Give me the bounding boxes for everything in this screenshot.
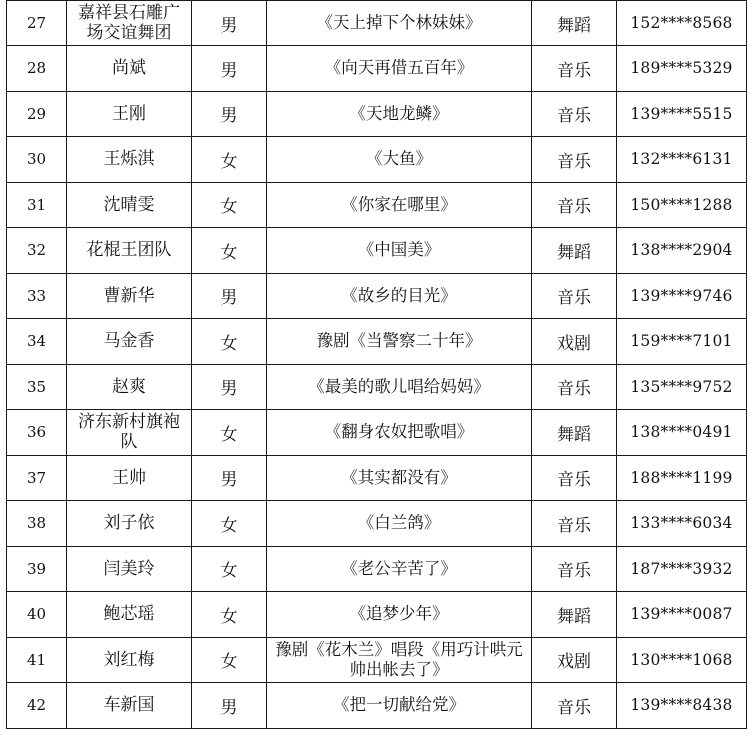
phone-number: 133****6034 (617, 501, 747, 547)
category: 戏剧 (532, 637, 617, 683)
table-row (7, 1, 747, 46)
phone-number: 138****2904 (617, 228, 747, 274)
phone-number: 152****8568 (617, 1, 747, 46)
work-title: 《大鱼》 (267, 137, 532, 183)
performer-gender: 男 (192, 273, 267, 319)
work-title: 《最美的歌儿唱给妈妈》 (267, 364, 532, 410)
performer-name: 马金香 (67, 319, 192, 365)
phone-number: 189****5329 (617, 46, 747, 92)
table-row (7, 46, 747, 92)
table-row (7, 592, 747, 638)
category: 音乐 (532, 501, 617, 547)
phone-number: 139****9746 (617, 273, 747, 319)
performer-gender: 女 (192, 546, 267, 592)
work-title: 《天上掉下个林妹妹》 (267, 1, 532, 46)
table-row (7, 182, 747, 228)
performer-name: 王刚 (67, 91, 192, 137)
table-row (7, 319, 747, 365)
performer-name: 车新国 (67, 683, 192, 729)
category: 舞蹈 (532, 410, 617, 456)
row-number: 34 (7, 319, 67, 365)
performer-gender: 女 (192, 501, 267, 547)
work-title: 《天地龙鳞》 (267, 91, 532, 137)
category: 音乐 (532, 683, 617, 729)
category: 音乐 (532, 273, 617, 319)
performer-gender: 女 (192, 637, 267, 683)
row-number: 29 (7, 91, 67, 137)
row-number: 39 (7, 546, 67, 592)
performer-name: 鲍芯瑶 (67, 592, 192, 638)
work-title: 《白兰鸽》 (267, 501, 532, 547)
phone-number: 159****7101 (617, 319, 747, 365)
performer-gender: 女 (192, 319, 267, 365)
row-number: 27 (7, 1, 67, 46)
category: 音乐 (532, 182, 617, 228)
performer-name: 闫美玲 (67, 546, 192, 592)
category: 舞蹈 (532, 1, 617, 46)
performer-gender: 男 (192, 683, 267, 729)
performer-name: 刘红梅 (67, 637, 192, 683)
performer-gender: 女 (192, 228, 267, 274)
category: 音乐 (532, 46, 617, 92)
table-row (7, 273, 747, 319)
row-number: 31 (7, 182, 67, 228)
performer-gender: 男 (192, 91, 267, 137)
category: 音乐 (532, 137, 617, 183)
work-title: 《向天再借五百年》 (267, 46, 532, 92)
performer-name: 尚斌 (67, 46, 192, 92)
roster-table-container (6, 0, 746, 729)
phone-number: 150****1288 (617, 182, 747, 228)
category: 音乐 (532, 546, 617, 592)
table-row (7, 455, 747, 501)
performer-name: 王帅 (67, 455, 192, 501)
performer-name: 济东新村旗袍队 (67, 410, 192, 456)
performer-name: 沈晴雯 (67, 182, 192, 228)
row-number: 33 (7, 273, 67, 319)
phone-number: 139****5515 (617, 91, 747, 137)
phone-number: 188****1199 (617, 455, 747, 501)
phone-number: 139****8438 (617, 683, 747, 729)
phone-number: 132****6131 (617, 137, 747, 183)
table-row (7, 228, 747, 274)
table-row (7, 364, 747, 410)
performer-gender: 女 (192, 137, 267, 183)
row-number: 38 (7, 501, 67, 547)
work-title: 《你家在哪里》 (267, 182, 532, 228)
phone-number: 135****9752 (617, 364, 747, 410)
category: 舞蹈 (532, 592, 617, 638)
table-row (7, 546, 747, 592)
roster-table (6, 0, 747, 729)
table-row (7, 410, 747, 456)
performer-gender: 男 (192, 455, 267, 501)
row-number: 32 (7, 228, 67, 274)
category: 音乐 (532, 364, 617, 410)
performer-name: 花棍王团队 (67, 228, 192, 274)
performer-gender: 男 (192, 46, 267, 92)
performer-gender: 男 (192, 364, 267, 410)
phone-number: 130****1068 (617, 637, 747, 683)
work-title: 豫剧《当警察二十年》 (267, 319, 532, 365)
performer-name: 曹新华 (67, 273, 192, 319)
work-title: 《其实都没有》 (267, 455, 532, 501)
category: 舞蹈 (532, 228, 617, 274)
row-number: 37 (7, 455, 67, 501)
row-number: 36 (7, 410, 67, 456)
performer-name: 嘉祥县石雕广场交谊舞团 (67, 1, 192, 46)
category: 音乐 (532, 455, 617, 501)
work-title: 《把一切献给党》 (267, 683, 532, 729)
work-title: 《翻身农奴把歌唱》 (267, 410, 532, 456)
performer-name: 刘子依 (67, 501, 192, 547)
table-row (7, 637, 747, 683)
category: 戏剧 (532, 319, 617, 365)
performer-gender: 男 (192, 1, 267, 46)
performer-name: 王烁淇 (67, 137, 192, 183)
phone-number: 138****0491 (617, 410, 747, 456)
work-title: 《中国美》 (267, 228, 532, 274)
row-number: 35 (7, 364, 67, 410)
work-title: 《故乡的目光》 (267, 273, 532, 319)
table-row (7, 501, 747, 547)
row-number: 42 (7, 683, 67, 729)
category: 音乐 (532, 91, 617, 137)
table-row (7, 91, 747, 137)
row-number: 40 (7, 592, 67, 638)
row-number: 30 (7, 137, 67, 183)
performer-gender: 女 (192, 592, 267, 638)
work-title: 豫剧《花木兰》唱段《用巧计哄元帅出帐去了》 (267, 637, 532, 683)
table-row (7, 137, 747, 183)
table-row (7, 683, 747, 729)
performer-gender: 女 (192, 410, 267, 456)
row-number: 28 (7, 46, 67, 92)
row-number: 41 (7, 637, 67, 683)
work-title: 《追梦少年》 (267, 592, 532, 638)
phone-number: 139****0087 (617, 592, 747, 638)
work-title: 《老公辛苦了》 (267, 546, 532, 592)
performer-name: 赵爽 (67, 364, 192, 410)
phone-number: 187****3932 (617, 546, 747, 592)
performer-gender: 女 (192, 182, 267, 228)
